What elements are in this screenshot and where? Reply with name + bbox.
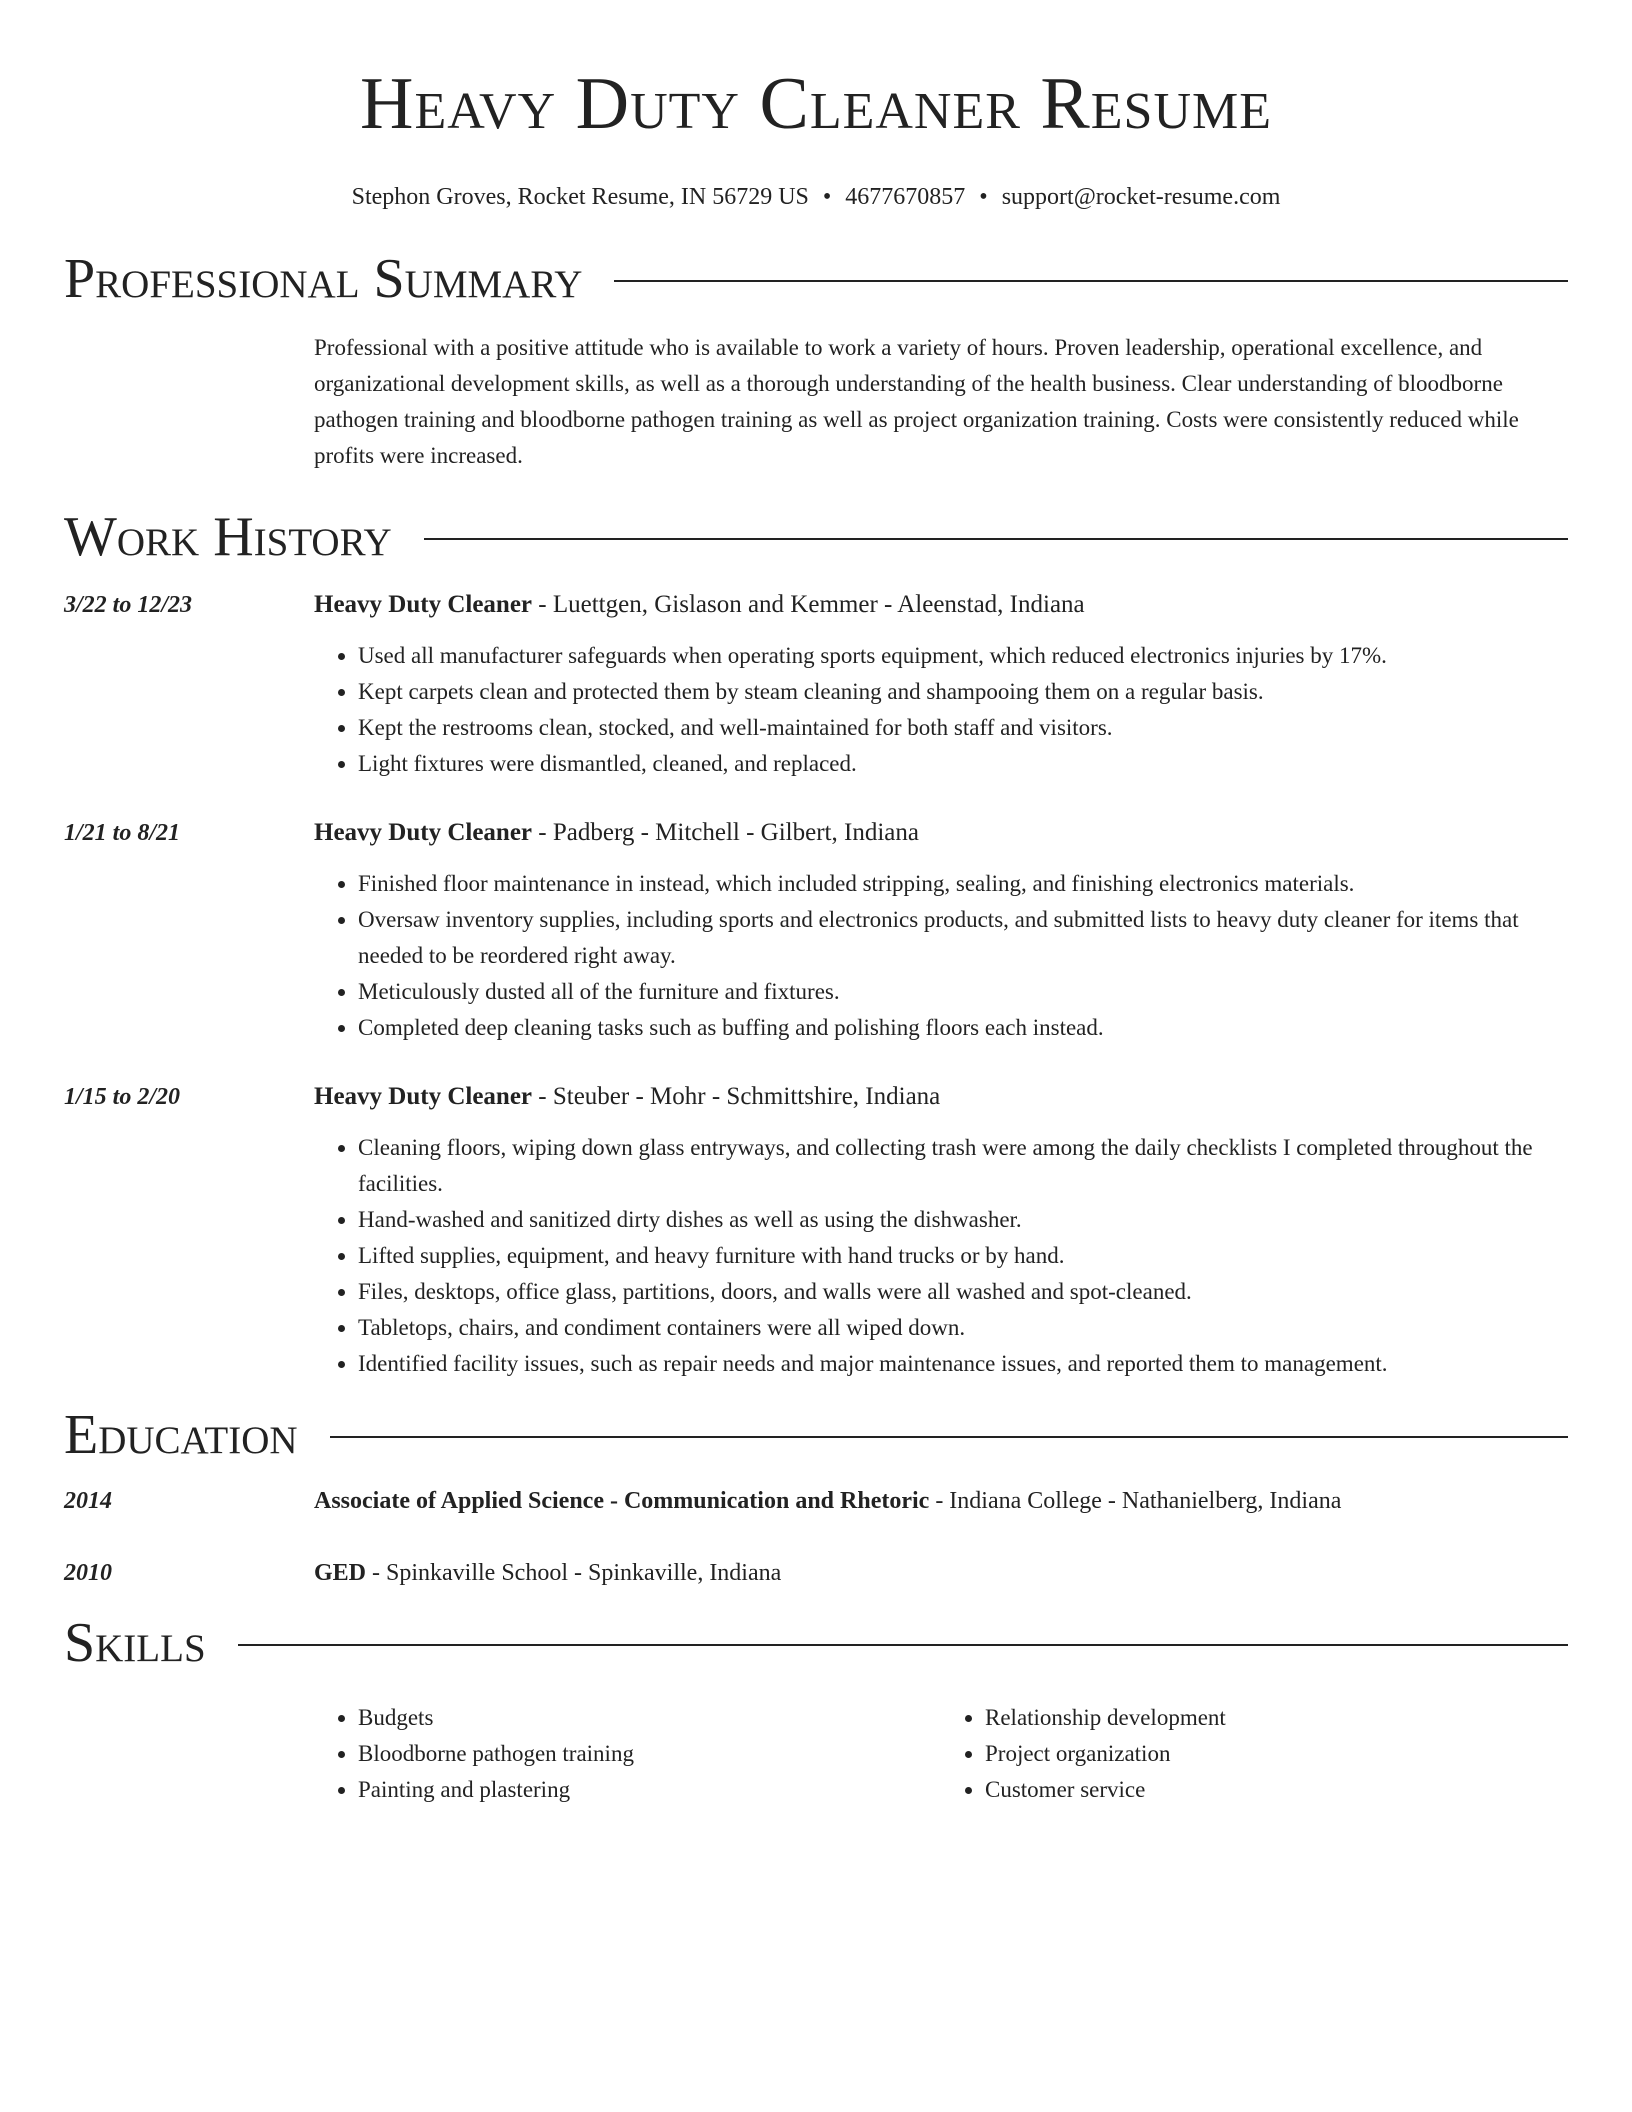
section-divider <box>330 1436 1568 1438</box>
list-item: • Cleaning floors, wiping down glass entryways, and collecting trash were among the daily checklists I completed throughout the facilities. <box>358 1130 1568 1202</box>
job-entry <box>64 816 1568 1046</box>
job-title: Heavy Duty Cleaner <box>314 1083 533 1110</box>
skill-item: • Painting and plastering <box>358 1772 941 1808</box>
education-entry <box>64 1556 1568 1590</box>
list-item: • Finished floor maintenance in instead, which included stripping, sealing, and finishing electronics materials. <box>358 866 1568 902</box>
job-title: Heavy Duty Cleaner <box>314 819 533 846</box>
education-entry <box>64 1484 1568 1518</box>
job-dates: 3/22 to 12/23 <box>64 592 193 618</box>
summary-heading: Professional Summary <box>64 248 583 310</box>
skill-item: • Customer service <box>985 1772 1568 1808</box>
job-duties-list <box>314 638 1568 782</box>
job-title: Heavy Duty Cleaner <box>314 591 533 618</box>
job-heading <box>314 1080 1568 1114</box>
job-duties-list <box>314 1130 1568 1382</box>
skill-item: • Relationship development <box>985 1700 1568 1736</box>
job-duties-list <box>314 866 1568 1046</box>
job-dates: 1/15 to 2/20 <box>64 1084 181 1110</box>
education-year: 2014 <box>64 1488 112 1514</box>
summary-text: Professional with a positive attitude who is available to work a variety of hours. Proven leadership, operational excellence, and organizational development skills, as well as a thorough understanding of the health business. Clear understanding of bloodborne pathogen training and bloodborne pathogen training as well as project organization training. Costs were consistently reduced while profits were increased. <box>314 335 1519 468</box>
list-item: • Used all manufacturer safeguards when operating sports equipment, which reduced electronics injuries by 17%. <box>358 638 1568 674</box>
education-heading-line <box>314 1484 1568 1518</box>
job-dates: 1/21 to 8/21 <box>64 820 181 846</box>
work-heading: Work History <box>64 506 392 568</box>
job-employer: - Steuber - Mohr - Schmittshire, Indiana <box>532 1083 941 1110</box>
skills-grid <box>314 1700 1568 1808</box>
section-divider <box>424 538 1568 540</box>
list-item: • Oversaw inventory supplies, including sports and electronics products, and submitted lists to heavy duty cleaner for items that needed to be reordered right away. <box>358 902 1568 974</box>
list-item: • Kept the restrooms clean, stocked, and well-maintained for both staff and visitors. <box>358 710 1568 746</box>
contact-email: support@rocket-resume.com <box>1001 184 1281 210</box>
list-item: • Light fixtures were dismantled, cleaned, and replaced. <box>358 746 1568 782</box>
section-divider <box>614 280 1568 282</box>
skills-column-left <box>314 1700 941 1808</box>
skills-heading: Skills <box>64 1612 206 1674</box>
job-entry <box>64 588 1568 782</box>
skill-item: • Bloodborne pathogen training <box>358 1736 941 1772</box>
contact-address: Stephon Groves, Rocket Resume, IN 56729 US <box>351 184 809 210</box>
work-section-header <box>64 502 1568 572</box>
list-item: • Completed deep cleaning tasks such as buffing and polishing floors each instead. <box>358 1010 1568 1046</box>
education-school: - Spinkaville School - Spinkaville, Indiana <box>366 1560 782 1586</box>
education-heading: Education <box>64 1404 298 1466</box>
education-degree: Associate of Applied Science - Communication and Rhetoric <box>314 1488 930 1514</box>
list-item: • Kept carpets clean and protected them by steam cleaning and shampooing them on a regular basis. <box>358 674 1568 710</box>
section-divider <box>238 1644 1568 1646</box>
job-employer: - Padberg - Mitchell - Gilbert, Indiana <box>532 819 919 846</box>
education-section-header <box>64 1400 1568 1470</box>
contact-line <box>64 182 1568 212</box>
job-heading <box>314 816 1568 850</box>
skill-item: • Project organization <box>985 1736 1568 1772</box>
summary-section-header <box>64 244 1568 314</box>
list-item: • Lifted supplies, equipment, and heavy furniture with hand trucks or by hand. <box>358 1238 1568 1274</box>
education-degree: GED <box>314 1560 367 1586</box>
job-heading <box>314 588 1568 622</box>
skills-column-right <box>941 1700 1568 1808</box>
education-year: 2010 <box>64 1560 112 1586</box>
list-item: • Meticulously dusted all of the furniture and fixtures. <box>358 974 1568 1010</box>
education-school: - Indiana College - Nathanielberg, Indiana <box>929 1488 1342 1514</box>
education-heading-line <box>314 1556 1568 1590</box>
skill-item: • Budgets <box>358 1700 941 1736</box>
list-item: • Files, desktops, office glass, partitions, doors, and walls were all washed and spot-cleaned. <box>358 1274 1568 1310</box>
list-item: • Tabletops, chairs, and condiment containers were all wiped down. <box>358 1310 1568 1346</box>
list-item: • Identified facility issues, such as repair needs and major maintenance issues, and reported them to management. <box>358 1346 1568 1382</box>
skills-section-header <box>64 1608 1568 1678</box>
job-employer: - Luettgen, Gislason and Kemmer - Aleenstad, Indiana <box>532 591 1085 618</box>
job-entry <box>64 1080 1568 1382</box>
contact-phone: 4677670857 <box>845 184 966 210</box>
resume-title: Heavy Duty Cleaner Resume <box>360 63 1272 145</box>
contact-separator: • <box>822 184 832 210</box>
list-item: • Hand-washed and sanitized dirty dishes as well as using the dishwasher. <box>358 1202 1568 1238</box>
contact-separator: • <box>979 184 988 210</box>
